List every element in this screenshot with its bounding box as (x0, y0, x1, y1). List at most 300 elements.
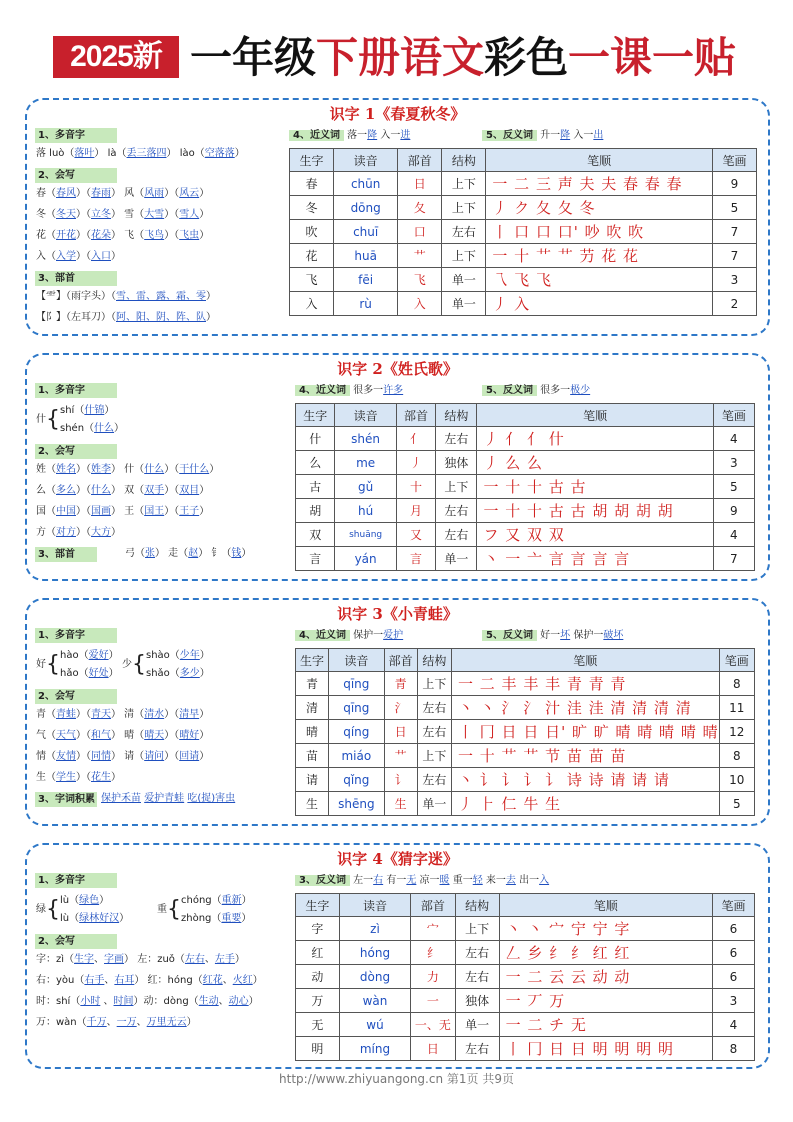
text-fragment: shào（ (146, 650, 180, 661)
antonym-label: 5、反义词 (482, 630, 537, 641)
stroke-count-cell: 2 (712, 292, 756, 316)
word-link: 王子 (179, 506, 200, 517)
brace-icon: { (46, 897, 60, 922)
antonym-line (482, 383, 590, 398)
section-label: 2、会写 (35, 168, 117, 183)
word-link: 一万 (116, 1017, 137, 1028)
page-title (190, 30, 736, 86)
text-fragment: 字：zì（ (36, 954, 75, 965)
pinyin-cell: chuī (334, 220, 398, 244)
radical-cell: 夂 (398, 196, 442, 220)
text-fragment: ） (199, 650, 210, 661)
text-fragment: shǎo（ (146, 668, 180, 679)
structure-cell: 左右 (442, 220, 486, 244)
character-table (295, 893, 755, 1061)
text-fragment: 很多一 (540, 385, 571, 396)
word-link: 字画 (104, 954, 125, 965)
table-header-cell: 生字 (296, 649, 329, 672)
text-fragment: shén（ (60, 423, 95, 434)
text-fragment: ） 请（ (111, 751, 145, 762)
structure-cell: 上下 (436, 475, 477, 499)
section-label: 2、会写 (35, 689, 117, 704)
word-list-line (36, 953, 245, 967)
word-link: 爱护青蛙 (144, 793, 185, 804)
table-row (296, 744, 755, 768)
radical-cell: 日 (384, 720, 417, 744)
polyphone-readings (60, 402, 124, 438)
reading-line (181, 892, 252, 910)
text-fragment: 弓（ (125, 548, 145, 559)
text-fragment: hào（ (60, 650, 89, 661)
word-link: 暖 (439, 875, 450, 886)
polyphone-readings (60, 647, 119, 683)
word-link: 无 (406, 875, 417, 886)
char-cell: 请 (296, 768, 329, 792)
text-fragment: ） (241, 895, 252, 906)
word-link: 干什么 (179, 464, 210, 475)
word-link: 左手 (214, 954, 235, 965)
radical-cell: 飞 (398, 268, 442, 292)
word-link: 双目 (179, 485, 200, 496)
word-list-line (36, 771, 121, 785)
stroke-order-cell: 一 十 艹 艹 节 苗 苗 苗 (452, 744, 720, 768)
word-link: 出 (593, 130, 604, 141)
word-link: 清水 (144, 709, 165, 720)
stroke-count-cell: 7 (712, 244, 756, 268)
stroke-order-cell: 丶 丶 氵 氵 汁 洼 洼 清 清 清 清 (452, 696, 720, 720)
pinyin-cell: fēi (334, 268, 398, 292)
text-fragment: 冬（ (36, 209, 56, 220)
word-link: 左右 (184, 954, 205, 965)
stroke-count-cell: 9 (712, 172, 756, 196)
text-fragment: zhòng（ (181, 913, 222, 924)
pinyin-cell: shēng (328, 792, 384, 816)
text-fragment: ） (111, 251, 121, 262)
table-header-cell: 部首 (411, 894, 456, 917)
text-fragment: 【阝】（左耳刀）（ (36, 312, 116, 323)
structure-cell: 左右 (455, 1037, 499, 1061)
brace-icon: { (46, 652, 60, 677)
text-fragment: 姓（ (36, 464, 56, 475)
stroke-order-cell: 一 二 チ 无 (499, 1013, 712, 1037)
char-cell: 青 (296, 672, 329, 696)
stroke-count-cell: 8 (712, 1037, 754, 1061)
reading-line (181, 910, 252, 928)
word-link: 爱好 (88, 650, 109, 661)
word-link: 开花 (56, 230, 76, 241)
stroke-count-cell: 8 (719, 744, 754, 768)
table-header-cell: 读音 (334, 149, 398, 172)
section-inline (101, 792, 235, 806)
table-header-row (290, 149, 757, 172)
word-link: 绿色 (79, 895, 100, 906)
word-list-line (36, 147, 245, 161)
text-fragment: ）（ (76, 464, 91, 475)
word-link: 破坏 (603, 630, 624, 641)
stroke-count-cell: 10 (719, 768, 754, 792)
table-row (296, 965, 755, 989)
text-fragment: ） 双（ (111, 485, 145, 496)
stroke-order-cell: 丨 口 口 口' 吵 吹 吹 (486, 220, 712, 244)
word-link: 右耳 (114, 975, 135, 986)
stroke-order-cell: 丿 ク 夂 夂 冬 (486, 196, 712, 220)
table-header-row (296, 404, 755, 427)
word-link: 右手 (84, 975, 105, 986)
table-header-cell: 笔画 (713, 404, 754, 427)
stroke-count-cell: 3 (713, 451, 754, 475)
word-link: 飞鸟 (144, 230, 165, 241)
text-fragment: ） (199, 485, 210, 496)
section-label: 1、多音字 (35, 628, 117, 643)
word-link: 青天 (91, 709, 111, 720)
text-fragment: ） lào（ (166, 148, 205, 159)
stroke-order-cell: 丶 讠 讠 讠 讠 诗 诗 请 请 请 (452, 768, 720, 792)
lesson-title: 识字 1《春夏秋冬》 (329, 105, 466, 123)
stroke-order-cell: 一 十 十 古 古 (477, 475, 713, 499)
structure-cell: 独体 (455, 989, 499, 1013)
antonym-label: 5、反义词 (482, 385, 537, 396)
word-link: 少年 (179, 650, 200, 661)
word-link: 中国 (56, 506, 76, 517)
title-part: 一年级 (190, 33, 317, 82)
radical-cell: 日 (411, 1037, 456, 1061)
text-fragment: ）（ (164, 506, 180, 517)
text-fragment: ） (252, 975, 263, 986)
stroke-count-cell: 7 (712, 220, 756, 244)
word-link: 花生 (91, 772, 111, 783)
radical-cell: 一、无 (411, 1013, 456, 1037)
word-link: 什么 (94, 423, 115, 434)
table-row (296, 451, 755, 475)
section-label: 2、会写 (35, 934, 117, 949)
pinyin-cell: míng (339, 1037, 410, 1061)
word-link: 晴好 (179, 730, 200, 741)
pinyin-cell: zì (339, 917, 410, 941)
stroke-count-cell: 11 (719, 696, 754, 720)
word-link: 重新 (221, 895, 242, 906)
section-label: 1、多音字 (35, 128, 117, 143)
word-link: 吃(捉)害虫 (187, 793, 236, 804)
polyphone-char: 少 (122, 659, 132, 670)
word-link: 入 (539, 875, 550, 886)
word-link: 同情 (91, 751, 111, 762)
structure-cell: 单一 (417, 792, 451, 816)
char-cell: 动 (296, 965, 340, 989)
stroke-order-cell: 丨 冂 日 日 日' 旷 旷 晴 晴 晴 晴 晴 (452, 720, 720, 744)
text-fragment: 落 luò（ (36, 148, 75, 159)
stroke-count-cell: 3 (712, 268, 756, 292)
radical-cell: 言 (396, 547, 435, 571)
table-row (296, 792, 755, 816)
table-header-cell: 读音 (339, 894, 410, 917)
stroke-order-cell: 一 十 艹 艹 芀 花 花 (486, 244, 712, 268)
polyphone-group (36, 647, 119, 683)
text-fragment: lù（ (60, 913, 80, 924)
char-cell: 入 (290, 292, 334, 316)
title-part: 一课一贴 (568, 33, 737, 82)
section-label: 3、部首 (35, 547, 97, 562)
word-link: 和气 (91, 730, 111, 741)
text-fragment: ）（ (164, 188, 180, 199)
word-link: 雪人 (179, 209, 200, 220)
text-fragment: ） 红：hóng（ (134, 975, 203, 986)
pinyin-cell: chūn (334, 172, 398, 196)
table-header-cell: 生字 (290, 149, 334, 172)
table-row (296, 672, 755, 696)
word-link: 天气 (56, 730, 76, 741)
radical-cell: 青 (384, 672, 417, 696)
text-fragment: 时：shí（ (36, 996, 81, 1007)
text-fragment: ）（ (164, 709, 180, 720)
text-fragment: 【⻗】（雨字头）（ (36, 291, 116, 302)
word-link: 进 (400, 130, 411, 141)
table-header-cell: 读音 (335, 404, 396, 427)
text-fragment: ） (111, 772, 121, 783)
text-fragment: ）（ (76, 709, 91, 720)
section-label: 3、部首 (35, 271, 117, 286)
structure-cell: 独体 (436, 451, 477, 475)
reading-line (60, 665, 119, 683)
text-fragment: 气（ (36, 730, 56, 741)
text-fragment: ）（ (76, 251, 91, 262)
pinyin-cell: hóng (339, 941, 410, 965)
stroke-order-cell: 丿 么 么 (477, 451, 713, 475)
polyphone-readings (181, 892, 252, 928)
structure-cell: 左右 (417, 768, 451, 792)
word-link: 什锦 (84, 405, 105, 416)
antonym-line (482, 628, 623, 643)
stroke-count-cell: 12 (719, 720, 754, 744)
text-fragment: ） (248, 996, 259, 1007)
pinyin-cell: me (335, 451, 396, 475)
char-cell: 晴 (296, 720, 329, 744)
word-link: 飞虫 (179, 230, 200, 241)
lesson-box (25, 98, 770, 336)
table-header-cell: 笔画 (712, 894, 754, 917)
char-cell: 胡 (296, 499, 335, 523)
char-cell: 么 (296, 451, 335, 475)
table-row (290, 268, 757, 292)
pinyin-cell: qǐng (328, 768, 384, 792)
word-link: 生动 (198, 996, 219, 1007)
text-fragment: ） 清（ (111, 709, 145, 720)
word-link: 右 (373, 875, 384, 886)
text-fragment: ） (241, 548, 252, 559)
word-list-line (36, 484, 209, 498)
lesson-box (25, 843, 770, 1069)
text-fragment: ） (199, 751, 210, 762)
text-fragment: ）（ (164, 209, 180, 220)
text-fragment: 、 (222, 975, 233, 986)
polyphone-char: 绿 (36, 904, 46, 915)
table-row (296, 1013, 755, 1037)
table-header-cell: 读音 (328, 649, 384, 672)
reading-line (60, 910, 129, 928)
table-row (296, 499, 755, 523)
synonym-line (295, 628, 403, 643)
structure-cell: 左右 (436, 523, 477, 547)
word-link: 阿、阳、阴、阵、队 (116, 312, 206, 323)
word-link: 降 (560, 130, 571, 141)
table-header-cell: 笔顺 (477, 404, 713, 427)
word-link: 降 (367, 130, 378, 141)
word-link: 什么 (144, 464, 165, 475)
stroke-order-cell: 𠃋 乡 纟 纟 红 红 (499, 941, 712, 965)
pinyin-cell: yán (335, 547, 396, 571)
structure-cell: 左右 (436, 427, 477, 451)
stroke-order-cell: 丿 入 (486, 292, 712, 316)
text-fragment: 、 (104, 975, 115, 986)
structure-cell: 左右 (417, 696, 451, 720)
lesson-title: 识字 2《姓氏歌》 (337, 360, 458, 378)
word-link: 空落落 (204, 148, 235, 159)
word-link: 清早 (179, 709, 200, 720)
synonym-line (289, 128, 410, 143)
synonym-line (295, 383, 403, 398)
char-cell: 飞 (290, 268, 334, 292)
word-list-line (36, 208, 209, 222)
structure-cell: 上下 (442, 172, 486, 196)
word-link: 生字 (74, 954, 95, 965)
reading-line (146, 665, 210, 683)
stroke-count-cell: 5 (712, 196, 756, 220)
text-fragment: 、 (106, 1017, 117, 1028)
text-fragment: 有一 (383, 875, 407, 886)
char-cell: 苗 (296, 744, 329, 768)
stroke-order-cell: 丿 ⺊ 仁 牛 生 (452, 792, 720, 816)
stroke-count-cell: 3 (712, 989, 754, 1013)
text-fragment: 凉一 (416, 875, 440, 886)
table-header-cell: 结构 (455, 894, 499, 917)
stroke-count-cell: 4 (713, 427, 754, 451)
word-link: 动心 (228, 996, 249, 1007)
text-fragment: ）（ (76, 188, 91, 199)
char-cell: 冬 (290, 196, 334, 220)
pinyin-cell: rù (334, 292, 398, 316)
brace-icon: { (167, 897, 181, 922)
pinyin-cell: miáo (328, 744, 384, 768)
structure-cell: 左右 (455, 941, 499, 965)
radical-cell: 力 (411, 965, 456, 989)
stroke-count-cell: 5 (713, 475, 754, 499)
stroke-count-cell: 4 (712, 1013, 754, 1037)
text-fragment: ）动：dòng（ (133, 996, 199, 1007)
reading-line (60, 892, 129, 910)
text-fragment: 很多一 (353, 385, 384, 396)
table-row (296, 696, 755, 720)
word-list-line (36, 290, 216, 304)
pinyin-cell: wú (339, 1013, 410, 1037)
pinyin-cell: dōng (334, 196, 398, 220)
table-header-cell: 生字 (296, 894, 340, 917)
word-link: 重要 (221, 913, 242, 924)
stroke-count-cell: 9 (713, 499, 754, 523)
page-header (0, 30, 793, 86)
reading-line (60, 647, 119, 665)
stroke-count-cell: 6 (712, 965, 754, 989)
word-link: 学生 (56, 772, 76, 783)
structure-cell: 左右 (436, 499, 477, 523)
word-link: 丢三落四 (126, 148, 167, 159)
pinyin-cell: gǔ (335, 475, 396, 499)
structure-cell: 上下 (417, 744, 451, 768)
text-fragment: ） (199, 188, 210, 199)
antonym-line (482, 128, 603, 143)
reading-line (60, 402, 124, 420)
text-fragment: ） (186, 1017, 197, 1028)
table-row (290, 220, 757, 244)
table-header-row (296, 894, 755, 917)
word-list-line (36, 526, 121, 540)
table-row (296, 768, 755, 792)
word-link: 花朵 (91, 230, 111, 241)
text-fragment: ）（ (76, 485, 91, 496)
section-label: 2、会写 (35, 444, 117, 459)
char-cell: 明 (296, 1037, 340, 1061)
table-header-cell: 笔顺 (499, 894, 712, 917)
text-fragment: ） (234, 954, 245, 965)
text-fragment: ） (199, 709, 210, 720)
lesson-title: 识字 3《小青蛙》 (337, 605, 458, 623)
word-link: 姓李 (91, 464, 111, 475)
text-fragment: 出一 (515, 875, 540, 886)
table-header-cell: 结构 (417, 649, 451, 672)
table-row (296, 427, 755, 451)
char-cell: 生 (296, 792, 329, 816)
word-link: 张 (145, 548, 155, 559)
pinyin-cell: wàn (339, 989, 410, 1013)
word-list-line (36, 505, 209, 519)
word-link: 大方 (91, 527, 111, 538)
word-link: 轻 (472, 875, 483, 886)
radical-cell: 口 (398, 220, 442, 244)
text-fragment: ）（ (76, 751, 91, 762)
word-link: 春雨 (91, 188, 111, 199)
word-link: 绿林好汉 (79, 913, 120, 924)
word-link: 春风 (56, 188, 76, 199)
text-fragment: ） (209, 464, 220, 475)
text-fragment: ） (99, 895, 110, 906)
radical-cell: 入 (398, 292, 442, 316)
text-fragment: 春（ (36, 188, 56, 199)
stroke-count-cell: 6 (712, 917, 754, 941)
char-cell: 花 (290, 244, 334, 268)
text-fragment: ）（ (164, 751, 180, 762)
word-link: 极少 (570, 385, 591, 396)
text-fragment: ）（ (164, 485, 180, 496)
word-link: 入学 (56, 251, 76, 262)
structure-cell: 上下 (442, 244, 486, 268)
section-inline (125, 547, 251, 561)
text-fragment: ） (108, 650, 119, 661)
text-fragment: 青（ (36, 709, 56, 720)
page-footer: http://www.zhiyuangong.cn 第1页 共9页 (279, 1072, 514, 1086)
text-fragment: ）（ (164, 730, 180, 741)
text-fragment: ） 走（ (155, 548, 189, 559)
word-list-line (36, 729, 209, 743)
text-fragment: ） 飞（ (111, 230, 145, 241)
char-cell: 清 (296, 696, 329, 720)
text-fragment: 、 (218, 996, 229, 1007)
text-fragment: ） 左：zuǒ（ (124, 954, 185, 965)
text-fragment: ） 雪（ (111, 209, 145, 220)
radical-cell: 宀 (411, 917, 456, 941)
text-fragment: ） 王（ (111, 506, 145, 517)
text-fragment: ） (114, 423, 125, 434)
radical-cell: 月 (396, 499, 435, 523)
word-link: 友情 (56, 751, 76, 762)
stroke-count-cell: 4 (713, 523, 754, 547)
